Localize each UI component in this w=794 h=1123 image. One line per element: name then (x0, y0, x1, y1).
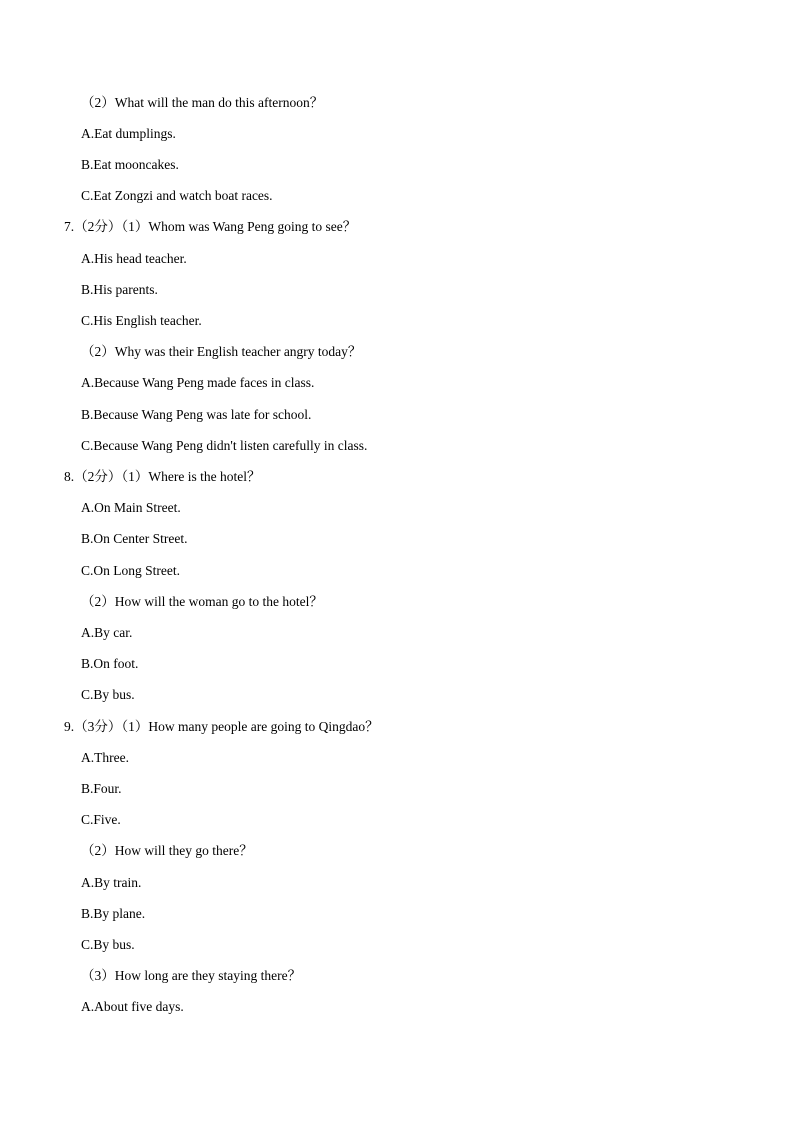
answer-option: C.Five. (81, 812, 121, 827)
question-title: 8.（2分）（1）Where is the hotel？ (64, 469, 261, 484)
answer-option: A.Eat dumplings. (81, 126, 176, 141)
sub-question: （2）How will the woman go to the hotel？ (81, 594, 323, 609)
question-title: 7.（2分）（1）Whom was Wang Peng going to see？ (64, 219, 357, 234)
sub-question: （2）What will the man do this afternoon？ (81, 95, 324, 110)
answer-option: C.By bus. (81, 687, 135, 702)
answer-option: B.On foot. (81, 656, 139, 671)
answer-option: A.His head teacher. (81, 251, 187, 266)
answer-option: C.Eat Zongzi and watch boat races. (81, 188, 273, 203)
sub-question: （3）How long are they staying there？ (81, 968, 302, 983)
answer-option: A.By car. (81, 625, 133, 640)
sub-question: （2）Why was their English teacher angry today？ (81, 344, 362, 359)
answer-option: B.Because Wang Peng was late for school. (81, 407, 312, 422)
answer-option: A.Because Wang Peng made faces in class. (81, 375, 315, 390)
answer-option: B.Four. (81, 781, 122, 796)
sub-question: （2）How will they go there？ (81, 843, 253, 858)
answer-option: B.Eat mooncakes. (81, 157, 179, 172)
answer-option: C.His English teacher. (81, 313, 202, 328)
answer-option: B.On Center Street. (81, 531, 188, 546)
answer-option: C.By bus. (81, 937, 135, 952)
answer-option: B.By plane. (81, 906, 146, 921)
answer-option: C.On Long Street. (81, 563, 180, 578)
answer-option: A.About five days. (81, 999, 184, 1014)
question-title: 9.（3分）（1）How many people are going to Qingdao？ (64, 719, 379, 734)
answer-option: A.Three. (81, 750, 129, 765)
answer-option: C.Because Wang Peng didn't listen carefully in class. (81, 438, 368, 453)
answer-option: A.On Main Street. (81, 500, 181, 515)
answer-option: A.By train. (81, 875, 142, 890)
answer-option: B.His parents. (81, 282, 158, 297)
